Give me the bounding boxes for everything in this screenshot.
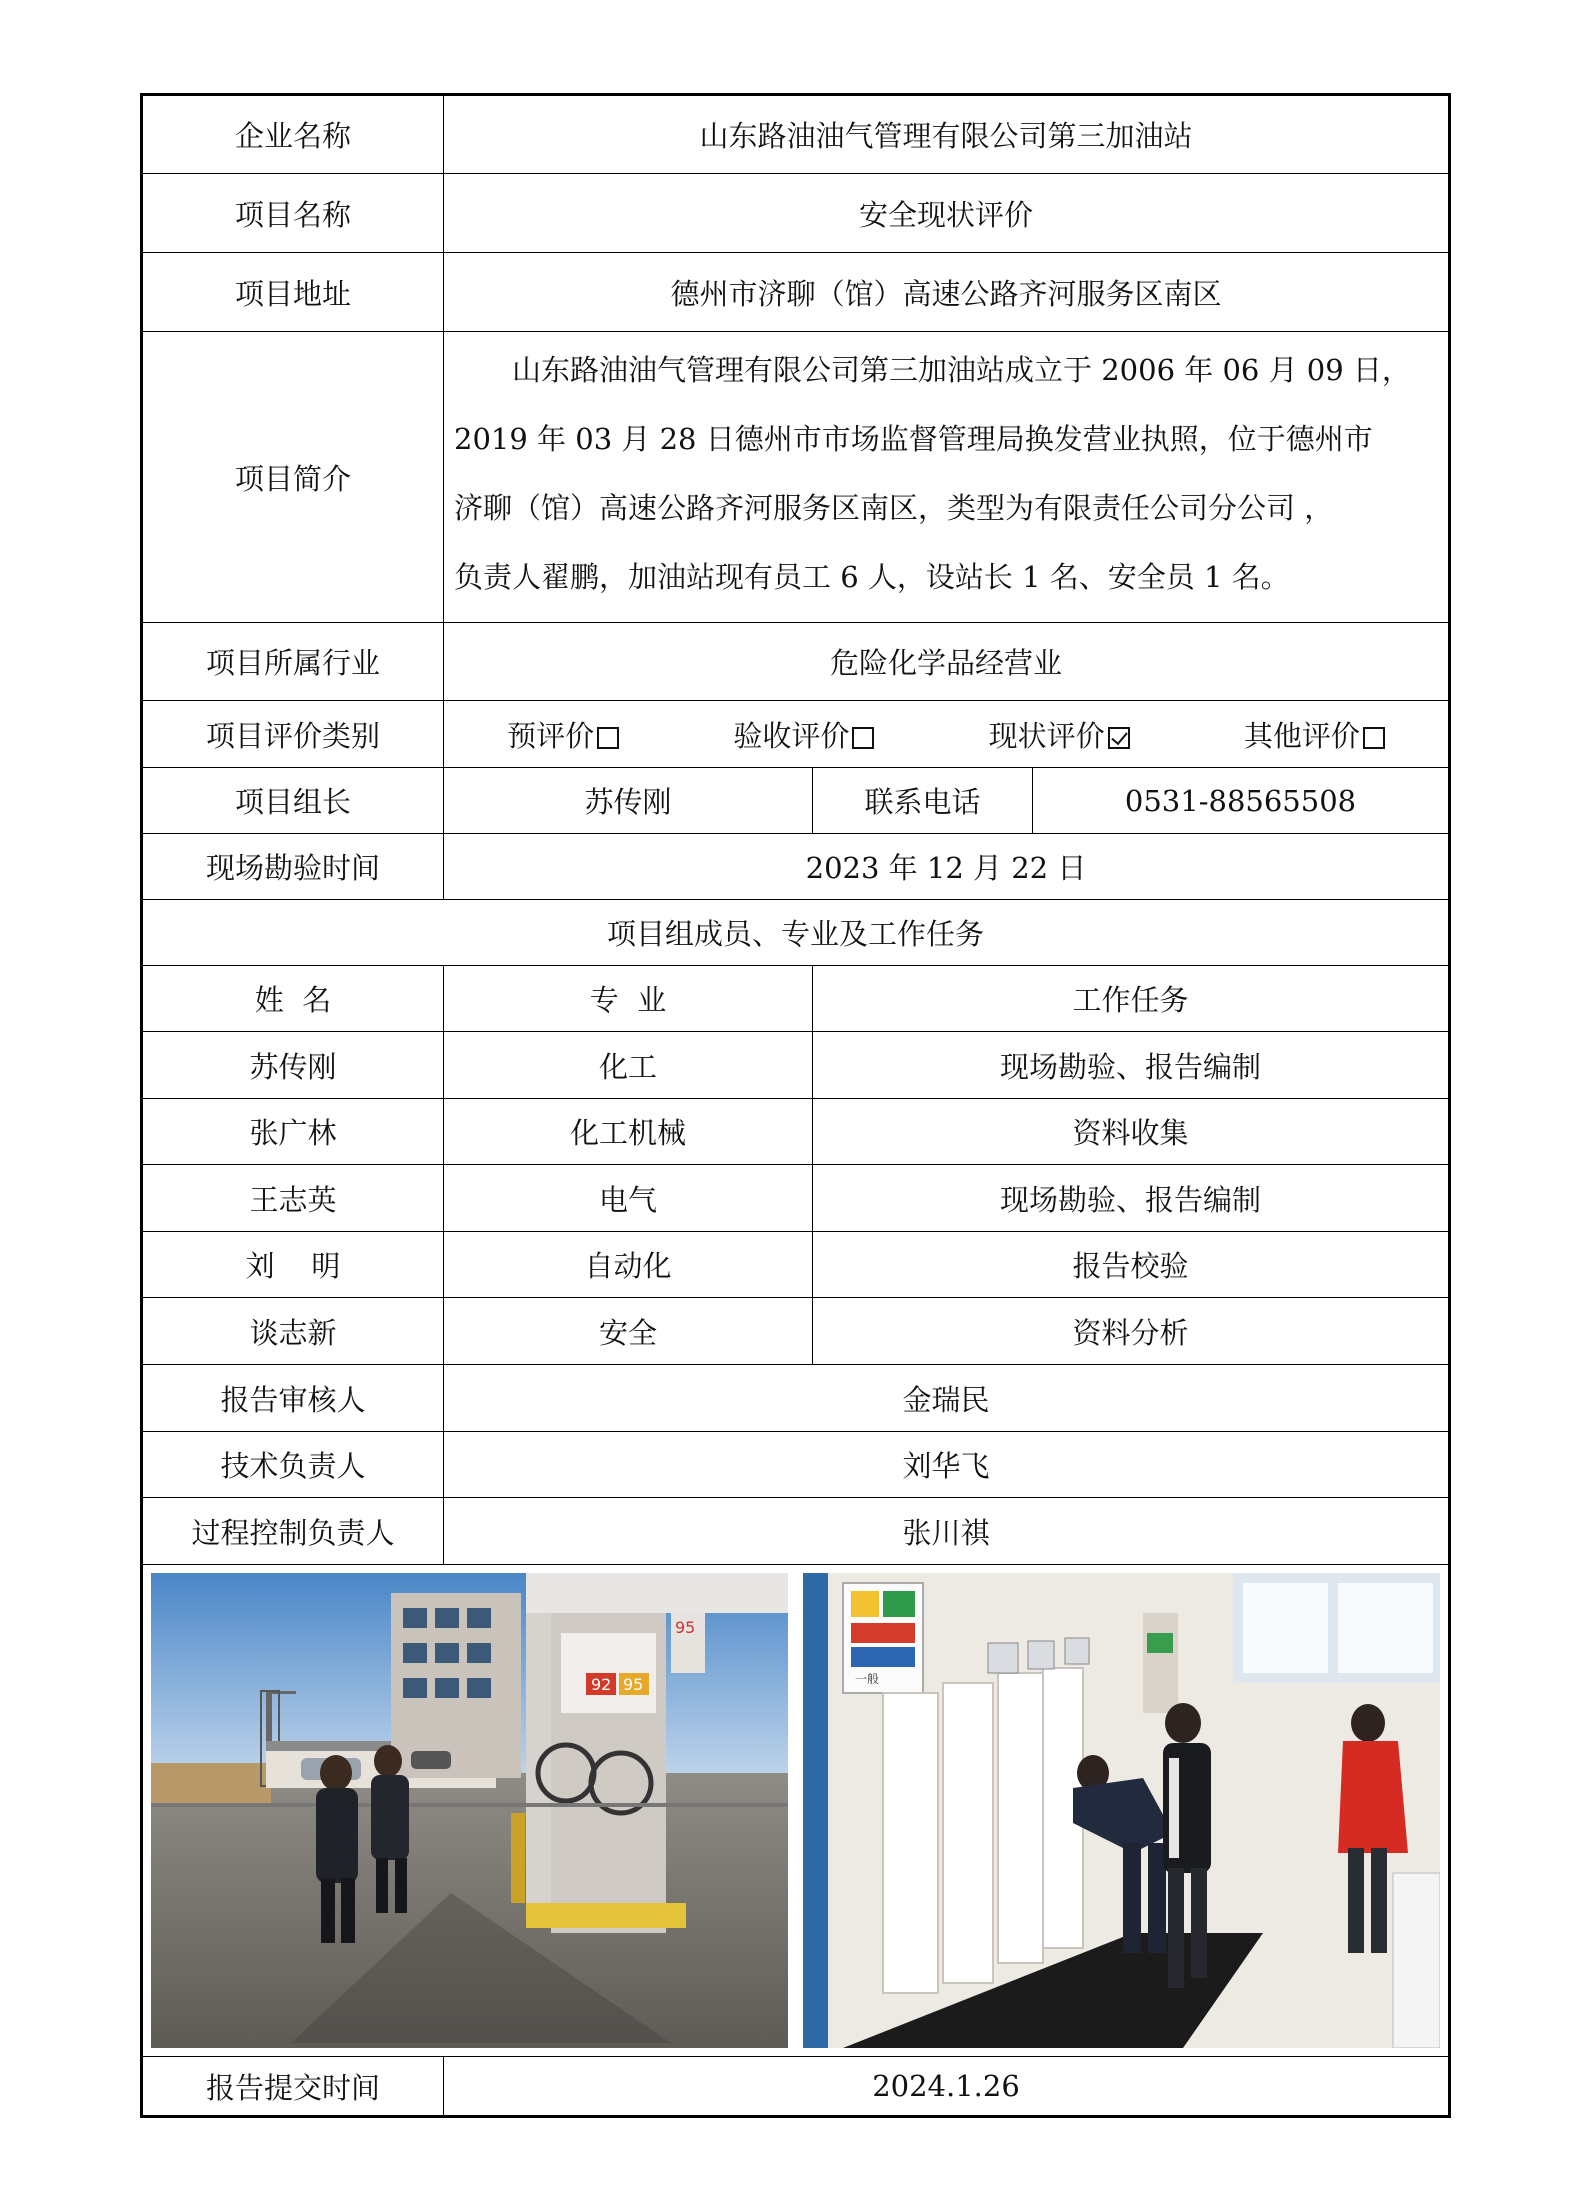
survey-time-label: 现场勘验时间 xyxy=(142,834,444,900)
forecourt-photo-image xyxy=(151,1573,788,2048)
members-header-row xyxy=(142,966,1450,1032)
intro-line: 山东路油油气管理有限公司第三加油站成立于 2006 年 06 月 09 日， xyxy=(512,353,1411,387)
row-photos xyxy=(142,1565,1450,2057)
row-project-intro xyxy=(142,332,1450,623)
member-major: 电气 xyxy=(444,1165,813,1232)
intro-line: 负责人翟鹏，加油站现有员工 6 人，设站长 1 名、安全员 1 名。 xyxy=(454,560,1290,594)
phone-label: 联系电话 xyxy=(813,768,1033,834)
intro-line: 济聊（馆）高速公路齐河服务区南区，类型为有限责任公司分公司 ， xyxy=(454,491,1334,525)
eval-option-acceptance[interactable]: 验收评价 xyxy=(733,714,874,755)
eval-option-pre[interactable]: 预评价 xyxy=(507,714,619,755)
row-company xyxy=(142,95,1450,174)
eval-option-current[interactable]: 现状评价 xyxy=(989,714,1130,755)
member-name: 王志英 xyxy=(142,1165,444,1232)
member-name: 谈志新 xyxy=(142,1298,444,1365)
process-lead-value: 张川祺 xyxy=(444,1498,1450,1565)
row-reviewer xyxy=(142,1365,1450,1432)
project-intro-text xyxy=(444,332,1450,623)
eval-option-other[interactable]: 其他评价 xyxy=(1244,714,1385,755)
pump-sign-95: 95 xyxy=(623,1675,644,1694)
row-tech-lead xyxy=(142,1432,1450,1498)
tech-lead-label: 技术负责人 xyxy=(142,1432,444,1498)
member-major: 化工 xyxy=(444,1032,813,1099)
member-name: 苏传刚 xyxy=(142,1032,444,1099)
company-value: 山东路油油气管理有限公司第三加油站 xyxy=(444,95,1450,174)
submit-time-label: 报告提交时间 xyxy=(142,2057,444,2117)
detector-room-photo-image xyxy=(803,1573,1440,2048)
project-name-label: 项目名称 xyxy=(142,174,444,253)
member-row xyxy=(142,1165,1450,1232)
survey-time-value: 2023 年 12 月 22 日 xyxy=(444,834,1450,900)
photo-fuel-station-forecourt xyxy=(151,1573,788,2048)
process-lead-label: 过程控制负责人 xyxy=(142,1498,444,1565)
row-industry xyxy=(142,623,1450,701)
checkbox-icon xyxy=(1363,727,1385,749)
eval-type-label: 项目评价类别 xyxy=(142,701,444,768)
pump-sign-92: 92 xyxy=(591,1675,612,1694)
checked-checkbox-icon xyxy=(1108,727,1130,749)
member-name: 张广林 xyxy=(142,1099,444,1165)
sign-caption: 一般 xyxy=(855,1672,880,1686)
member-row xyxy=(142,1099,1450,1165)
member-task: 报告校验 xyxy=(813,1232,1450,1298)
member-name: 刘 明 xyxy=(142,1232,444,1298)
member-major: 化工机械 xyxy=(444,1099,813,1165)
price-sign: 95 xyxy=(675,1618,696,1637)
reviewer-value: 金瑞民 xyxy=(444,1365,1450,1432)
row-project-name xyxy=(142,174,1450,253)
tech-lead-value: 刘华飞 xyxy=(444,1432,1450,1498)
eval-type-options xyxy=(444,701,1450,768)
checkbox-icon xyxy=(852,727,874,749)
checkbox-icon xyxy=(597,727,619,749)
submit-time-value: 2024.1.26 xyxy=(444,2057,1450,2117)
member-row xyxy=(142,1298,1450,1365)
member-task: 资料收集 xyxy=(813,1099,1450,1165)
member-row xyxy=(142,1232,1450,1298)
row-survey-time xyxy=(142,834,1450,900)
member-row xyxy=(142,1032,1450,1099)
leader-label: 项目组长 xyxy=(142,768,444,834)
industry-label: 项目所属行业 xyxy=(142,623,444,701)
header-major: 专 业 xyxy=(444,966,813,1032)
row-leader xyxy=(142,768,1450,834)
photos-cell xyxy=(142,1565,1450,2057)
member-major: 自动化 xyxy=(444,1232,813,1298)
project-name-value: 安全现状评价 xyxy=(444,174,1450,253)
member-task: 现场勘验、报告编制 xyxy=(813,1032,1450,1099)
header-task: 工作任务 xyxy=(813,966,1450,1032)
project-address-label: 项目地址 xyxy=(142,253,444,332)
row-project-address xyxy=(142,253,1450,332)
project-info-table xyxy=(140,93,1451,2118)
reviewer-label: 报告审核人 xyxy=(142,1365,444,1432)
row-members-title xyxy=(142,900,1450,966)
industry-value: 危险化学品经营业 xyxy=(444,623,1450,701)
member-major: 安全 xyxy=(444,1298,813,1365)
leader-value: 苏传刚 xyxy=(444,768,813,834)
members-section-title: 项目组成员、专业及工作任务 xyxy=(142,900,1450,966)
member-task: 现场勘验、报告编制 xyxy=(813,1165,1450,1232)
phone-value: 0531-88565508 xyxy=(1033,768,1450,834)
intro-line: 2019 年 03 月 28 日德州市市场监督管理局换发营业执照，位于德州市 xyxy=(454,422,1373,456)
row-eval-type xyxy=(142,701,1450,768)
company-label: 企业名称 xyxy=(142,95,444,174)
row-process-lead xyxy=(142,1498,1450,1565)
member-task: 资料分析 xyxy=(813,1298,1450,1365)
project-intro-label: 项目简介 xyxy=(142,332,444,623)
header-name: 姓 名 xyxy=(142,966,444,1032)
row-submit-time xyxy=(142,2057,1450,2117)
photo-gas-detector-room xyxy=(803,1573,1440,2048)
project-address-value: 德州市济聊（馆）高速公路齐河服务区南区 xyxy=(444,253,1450,332)
